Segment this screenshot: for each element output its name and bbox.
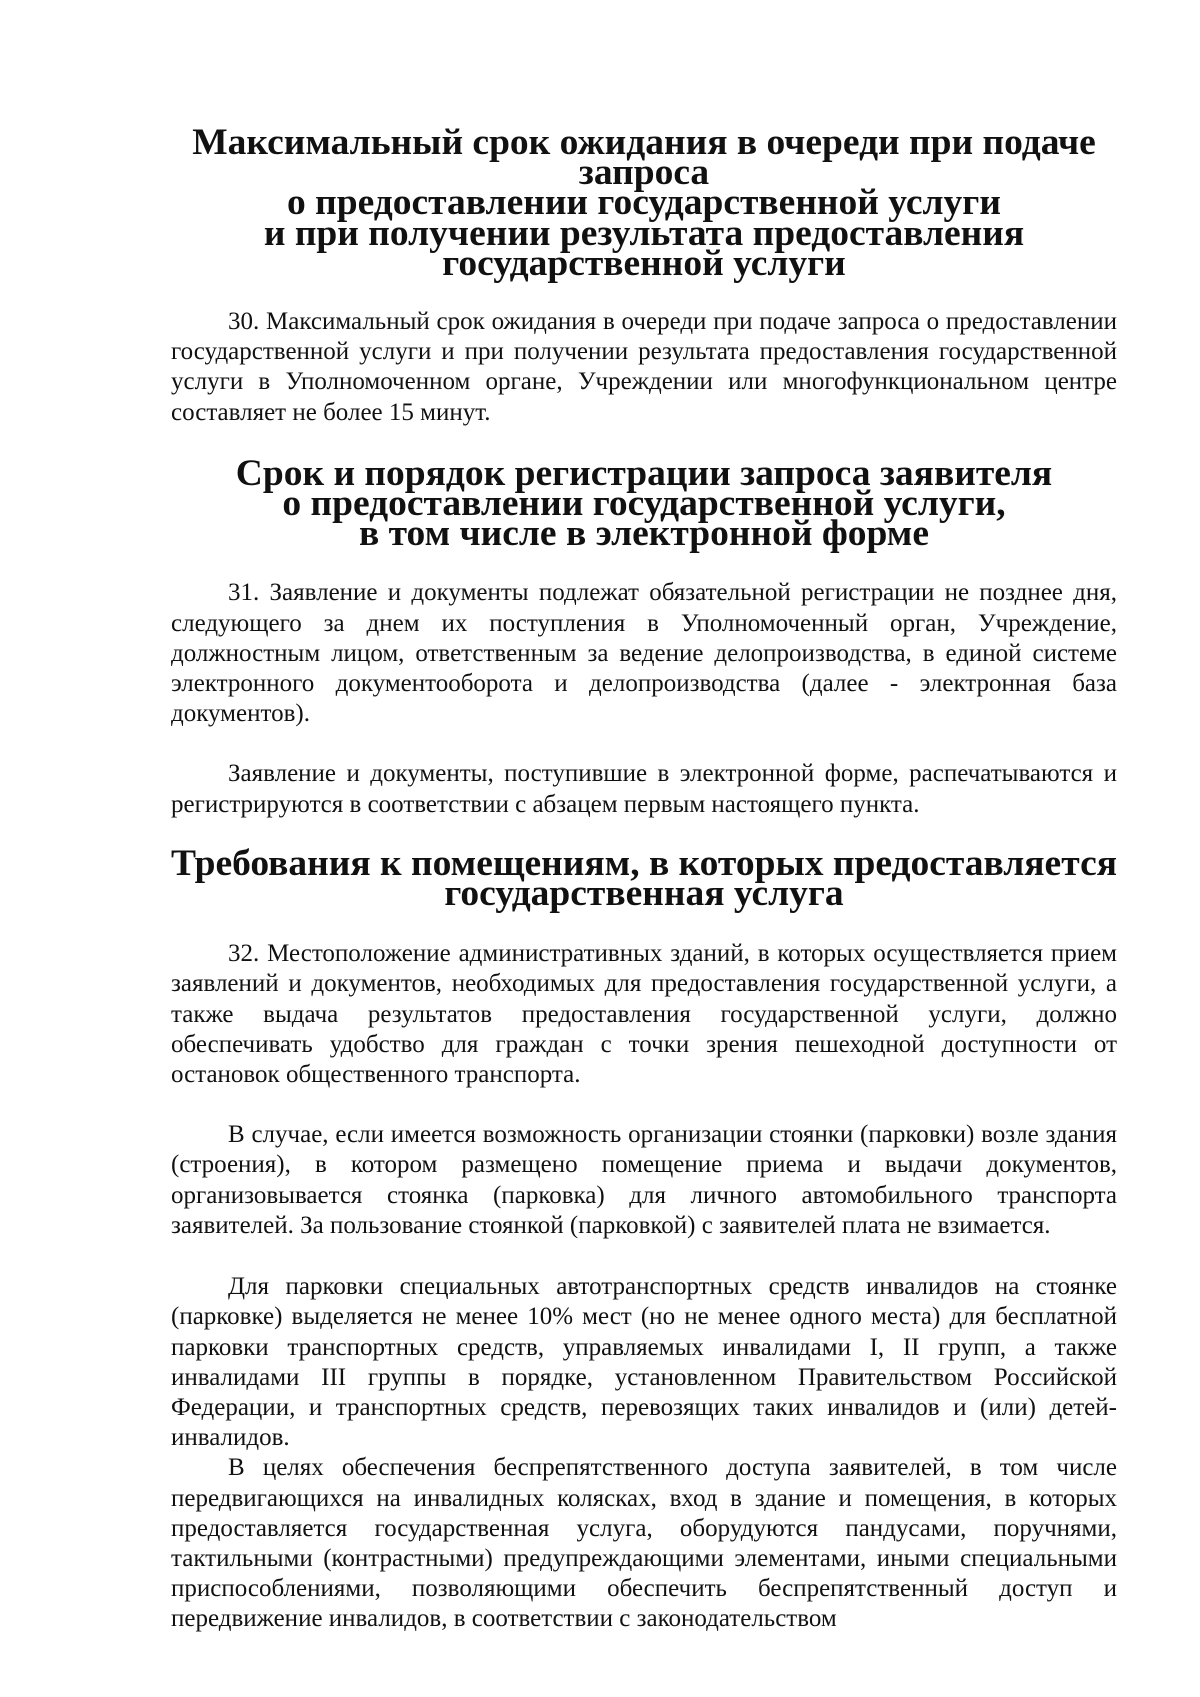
heading-line: Срок и порядок регистрации запроса заявителя xyxy=(235,452,1053,494)
heading-line: государственная услуга xyxy=(444,873,844,915)
paragraph-30: 30. Максимальный срок ожидания в очереди при подаче запроса о предоставлении государственной услуги и при получении результата предоставления государственной услуги в Уполномоченном органе, Учреждении или многофункциональном центре составляет не более 15 минут. xyxy=(171,308,1117,426)
paragraph-31: 31. Заявление и документы подлежат обязательной регистрации не позднее дня, следующего за днем их поступления в Уполномоченный орган, Учреждение, должностным лицом, ответственным за ведение делопроизводства, в единой системе электронного документооборота и делопроизводства (далее - электронная база документов). xyxy=(171,579,1117,728)
heading-line: Требования к помещениям, в которых предоставляется xyxy=(171,842,1118,884)
paragraph-32-disabled-parking: Для парковки специальных автотранспортных средств инвалидов на стоянке (парковке) выделяется не менее 10% мест (но не менее одного места) для бесплатной парковки транспортных средств, управляемых инвалидами I, II групп, а также инвалидами III группы в порядке, установленном Правительством Российской Федерации, и транспортных средств, перевозящих таких инвалидов и (или) детей-инвалидов. xyxy=(171,1273,1117,1452)
heading-line: в том числе в электронной форме xyxy=(358,513,929,555)
paragraph-32: 32. Местоположение административных зданий, в которых осуществляется прием заявлений и документов, необходимых для предоставления государственной услуги, а также выдача результатов предоставления государственной услуги, должно обеспечивать удобство для граждан с точки зрения пешеходной доступности от остановок общественного транспорта. xyxy=(171,940,1117,1089)
heading-line: и при получении результата предоставления государственной услуги xyxy=(263,212,1025,284)
section-heading-waiting-time xyxy=(171,122,1117,284)
paragraph-32-parking: В случае, если имеется возможность организации стоянки (парковки) возле здания (строения), в котором размещено помещение приема и выдачи документов, организовывается стоянка (парковка) для личного автомобильного транспорта заявителей. За пользование стоянкой (парковкой) с заявителей плата не взимается. xyxy=(171,1121,1117,1239)
heading-line: о предоставлении государственной услуги, xyxy=(282,483,1006,525)
heading-line: Максимальный срок ожидания в очереди при подаче запроса xyxy=(192,122,1096,194)
paragraph-31-electronic: Заявление и документы, поступившие в электронной форме, распечатываются и регистрируются в соответствии с абзацем первым настоящего пункта. xyxy=(171,760,1117,818)
section-heading-premises xyxy=(171,842,1118,915)
document-body xyxy=(171,122,1118,1635)
heading-line: о предоставлении государственной услуги xyxy=(287,182,1001,224)
section-heading-registration xyxy=(171,452,1117,555)
paragraph-32-accessibility: В целях обеспечения беспрепятственного доступа заявителей, в том числе передвигающихся на инвалидных колясках, вход в здание и помещения, в которых предоставляется государственная услуга, оборудуются пандусами, поручнями, тактильными (контрастными) предупреждающими элементами, иными специальными приспособлениями, позволяющими обеспечить беспрепятственный доступ и передвижение инвалидов, в соответствии с законодательством xyxy=(171,1454,1117,1633)
